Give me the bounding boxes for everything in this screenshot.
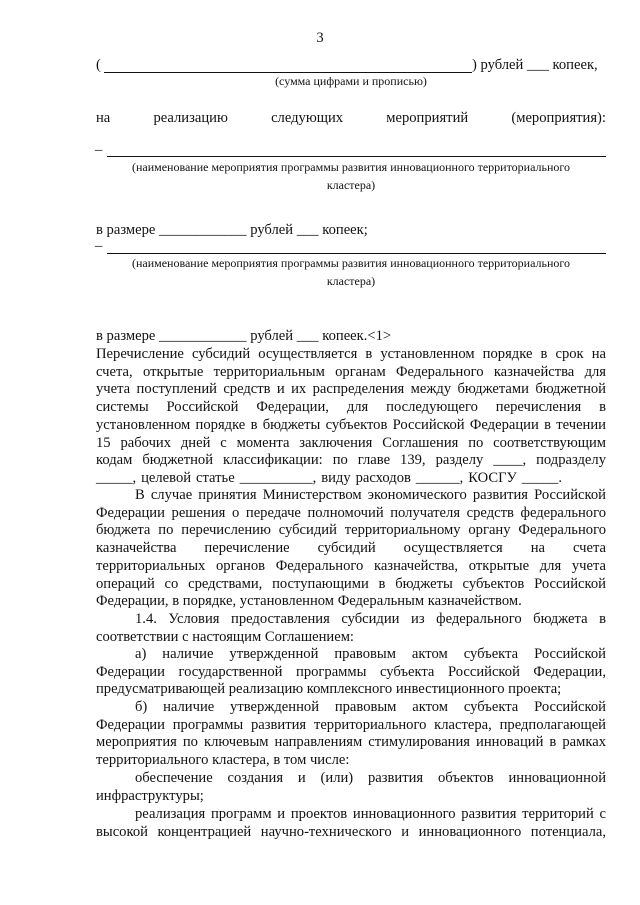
text-line: Федерации решения о передаче полномочий получателя средств федерального	[96, 504, 606, 521]
text-line: установленном порядке в бюджеты субъектов Российской Федерации в течении	[96, 416, 606, 433]
text-line: Федерации программы развития территориального кластера, предполагающей	[96, 716, 606, 733]
purpose-word: следующих	[271, 110, 344, 126]
text-line: кодам бюджетной классификации: по главе 139, разделу ____, подразделу	[96, 452, 606, 469]
item-programs	[96, 806, 606, 841]
text-line: Федерации государственной программы субъекта Российской Федерации,	[96, 663, 606, 680]
measure-caption-1	[96, 158, 606, 194]
text-line: территориального кластера, в том числе:	[96, 752, 350, 769]
text-line: обеспечение создания и (или) развития объектов инновационной	[135, 770, 606, 786]
measure-caption-2	[96, 254, 606, 290]
text-line: 15 рабочих дней с момента заключения Соглашения по соответствующим	[96, 434, 606, 451]
text-line: системы Российской Федерации, для последующего перечисления в	[96, 399, 606, 416]
text-line: _____, целевой статье __________, виду расходов ______, КОСГУ _____.	[96, 469, 562, 486]
sum-tail: ) рублей ___ копеек,	[472, 57, 598, 73]
text-line: операций со средствами, поступающими в бюджеты субъектов Российской	[96, 575, 606, 592]
sum-open-paren: (	[96, 57, 101, 73]
measure-dash-2: –	[95, 238, 103, 254]
page-number: 3	[316, 30, 324, 46]
measure-dash-1: –	[95, 142, 103, 158]
text-line: 1.4. Условия предоставления субсидии из федерального бюджета в	[135, 611, 606, 627]
purpose-word: реализацию	[153, 110, 228, 126]
sum-caption: (сумма цифрами и прописью)	[275, 74, 427, 88]
caption-line: кластера)	[326, 274, 376, 288]
item-infrastructure	[96, 770, 606, 805]
text-line: б) наличие утвержденной правовым актом субъекта Российской	[135, 699, 606, 715]
amount-line-2: в размере ____________ рублей ___ копеек.<1>	[96, 328, 392, 344]
text-line: счета, открытые территориальным органам Федерального казначейства для	[96, 363, 606, 380]
paragraph-conditions	[96, 611, 606, 646]
paragraph-delegation	[96, 487, 606, 611]
text-line: казначейства перечисление субсидий осуществляется на счета	[96, 540, 606, 557]
purpose-word: на	[96, 110, 111, 126]
measure-blank-line-1	[107, 156, 606, 157]
text-line: инфраструктуры;	[96, 787, 204, 804]
text-line: высокой концентрацией научно-технического и инновационного потенциала,	[96, 823, 606, 840]
text-line: бюджета по перечислению субсидий территориальному органу Федерального	[96, 522, 606, 539]
text-line: Перечисление субсидий осуществляется в установленном порядке в срок на	[96, 346, 606, 362]
purpose-word: мероприятий	[386, 110, 469, 126]
text-line: мероприятия по ключевым направлениям стимулирования инноваций в рамках	[96, 734, 606, 751]
text-line: предусматривающей реализацию комплексного инвестиционного проекта;	[96, 681, 562, 698]
text-line: территориальных органов Федерального казначейства, открытые для учета	[96, 557, 606, 574]
item-a	[96, 646, 606, 699]
text-line: В случае принятия Министерством экономического развития Российской	[135, 487, 606, 503]
purpose-word: (мероприятия):	[511, 110, 606, 126]
caption-line: (наименование мероприятия программы развития инновационного территориального	[131, 256, 571, 270]
caption-line: (наименование мероприятия программы развития инновационного территориального	[131, 160, 571, 174]
text-line: учета поступлений средств и их распределения между бюджетами бюджетной	[96, 381, 606, 398]
paragraph-transfer	[96, 346, 606, 488]
text-line: реализация программ и проектов инновационного развития территорий с	[135, 806, 606, 822]
text-line: Федерации, в порядке, установленном Федеральным казначейством.	[96, 593, 522, 610]
item-b	[96, 699, 606, 770]
purpose-line	[96, 110, 606, 128]
caption-line: кластера)	[326, 178, 376, 192]
text-line: соответствии с настоящим Соглашением:	[96, 628, 354, 645]
text-line: а) наличие утвержденной правовым актом субъекта Российской	[135, 646, 606, 662]
amount-line-1: в размере ____________ рублей ___ копеек;	[96, 222, 368, 238]
